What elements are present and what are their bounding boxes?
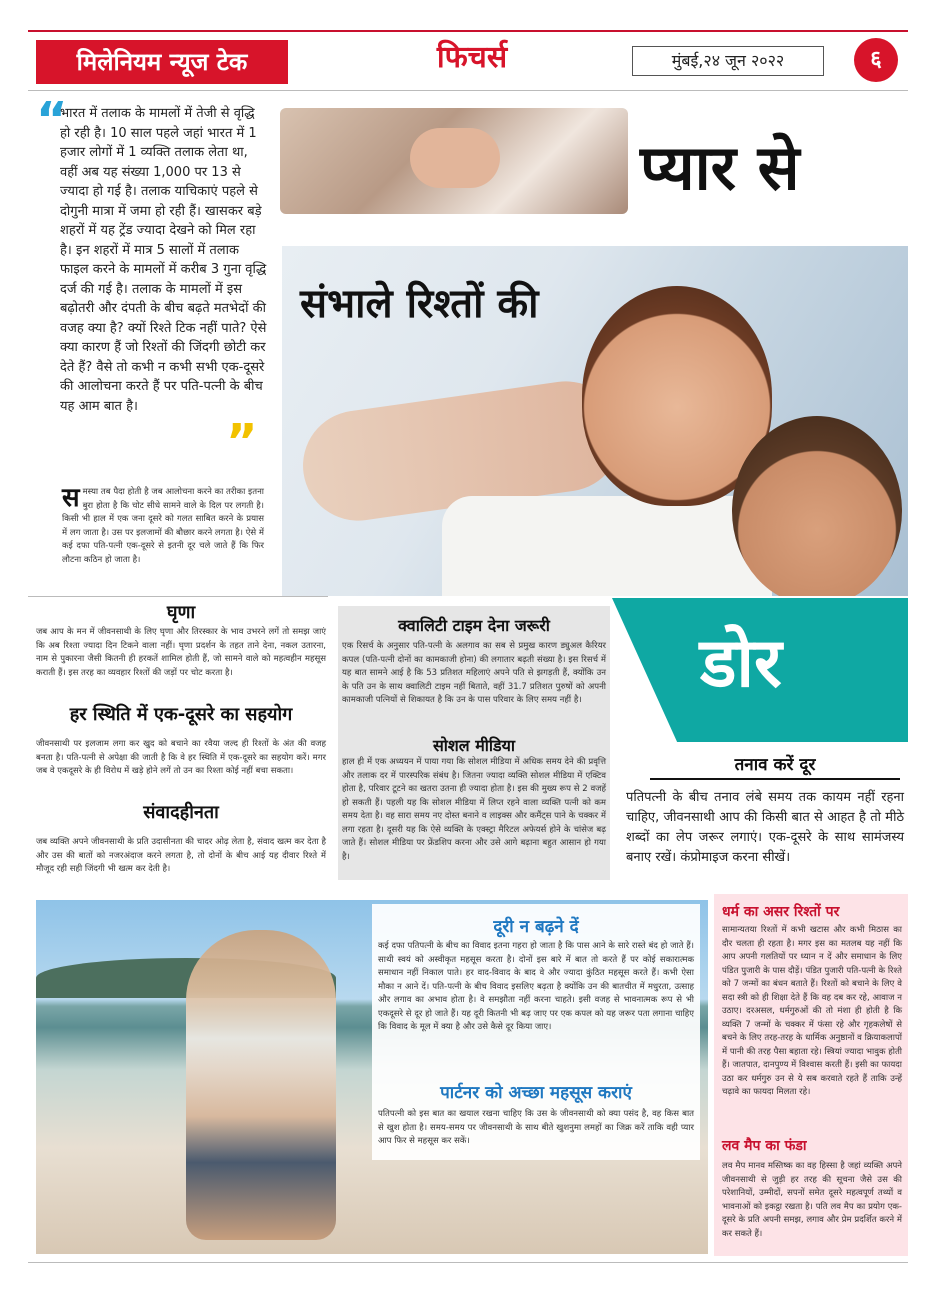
text-ghrina: जब आप के मन में जीवनसाथी के लिए घृणा और तिरस्कार के भाव उभरने लगें तो समझ जाएं कि अब रिश्ता ज्यादा दिन टिकने वाला नहीं। घृणा प्रदर्शन के तहत ताने देना, नकल उतारना, नाम से पुकारना जैसी कितनी ही हरकतें शामिल होती हैं, जो सामने वाले को महत्वहीन महसूस कराती हैं। इस तरह का व्यवहार रिश्तों की जड़ों पर चोट करता है। — [36, 627, 326, 678]
text-social-media: हाल ही में एक अध्ययन में पाया गया कि सोशल मीडिया में अधिक समय देने की प्रवृत्ति और तलाक दर में पारस्परिक संबंध है। जितना ज्यादा व्यक्ति सोशल मीडिया में एक्टिव होता है, परिवार टूटने का खतरा उतना ही ज्यादा होता है। इस की मुख्य रूप से 2 वजहें हो सकती हैं। पहली यह कि सोशल मीडिया में लिप्त रहने वाला व्यक्ति पत्नी को कम समय देता है। वह सारा समय नए दोस्त बनाने व लाइक्स और कमैंट्स पाने के चक्कर में लगा रहता है। दूसरी यह कि ऐसे व्यक्ति के एक्स्ट्रा मैरिटल अफेयर्स होने के चांसेज बढ़ जाते हैं। सोशल मीडिया पर फ्रेंडशिप करना और उसे आगे बढ़ाना बहुत आसान हो गया है। — [342, 757, 606, 862]
page-number: ६ — [854, 38, 898, 82]
heading-social-media: सोशल मीडिया — [432, 736, 516, 755]
left-intro-paragraph — [62, 483, 264, 567]
heading-sahyog: हर स्थिति में एक-दूसरे का सहयोग — [69, 704, 293, 725]
couple-piggyback-shape — [186, 930, 336, 1240]
footer-rule — [28, 1262, 908, 1263]
text-dharm: सामान्यतया रिश्तों में कभी खटास और कभी मिठास का दौर चलता ही रहता है। मगर इस का मतलब यह नहीं कि आप अपनी गलतियों पर ध्यान न दें और समाधान के लिए पंडित पुजारी के पास दौड़ें। पंडित पुजारी पति-पत्नी के रिश्ते को 7 जन्मों का बंधन बताते हैं। रिश्तों को बचाने के लिए वे सदा स्त्री को ही शिक्षा देते हैं कि वह दब कर रहे, आवाज न उठाए। दरअसल, धर्मगुरुओं की तो मंशा ही होती है कि व्यक्ति 7 जन्मों के चक्कर में फंसा रहे और गृहकलेषों से बचने के लिए तरह-तरह के धार्मिक अनुष्ठानों व क्रियाकलापों में पानी की तरह पैसा बहाता रहे। स्त्रियां ज्यादा भावुक होती हैं। जातपात, दानपुण्य में विश्वास करती हैं। इसी का फायदा उठा कर धर्मगुरु उन से ये सब करवाते रहते हैं ताकि उन्हें चढ़ावे का फायदा मिलता रहे। — [722, 925, 902, 1097]
intro-text: भारत में तलाक के मामलों में तेजी से वृद्धि हो रही है। 10 साल पहले जहां भारत में 1 हजार लोगों में 1 व्यक्ति तलाक लेता था, वहीं अब यह संख्या 1,000 पर 13 से ज्यादा हो गई है। तलाक याचिकाएं पहले से दोगुनी मात्रा में जमा हो रही हैं। खासकर बड़े शहरों में यह ट्रेंड ज्यादा देखने को मिल रहा है। इन शहरों में मात्र 5 सालों में तलाक फाइल करने के मामलों में करीब 3 गुना वृद्धि दर्ज की गई है। तलाक के मामलों में इस बढ़ोतरी और दंपती के बीच बढ़ते मतभेदों की वजह क्या है? क्यों रिश्ते टिक नहीं पाते? ऐसे क्या कारण हैं जो रिश्तों की जिंदगी छोटी कर देते हैं? वैसे तो कभी न कभी सभी एक-दूसरे की आलोचना करते हैं पर पति-पत्नी के बीच यह आम बात है। — [60, 106, 267, 414]
text-partner: पतिपत्नी को इस बात का खयाल रखना चाहिए कि उस के जीवनसाथी को क्या पसंद है, वह किस बात से खुश होता है। समय-समय पर जीवनसाथी के साथ बीते खुशनुमा लमहों का जिक्र करें ताकि वही प्यार आप फिर से महसूस कर सकें। — [378, 1109, 694, 1146]
header-bottom-rule — [28, 90, 908, 91]
text-doori: कई दफा पतिपत्नी के बीच का विवाद इतना गहरा हो जाता है कि पास आने के सारे रास्ते बंद हो जाते हैं। साथी स्वयं को अस्वीकृत महसूस करता है। दोनों इस बारे में बात तो करते हैं पर कोई सकारात्मक समाधान नहीं निकाल पाते। हर वाद-विवाद के बाद वे और ज्यादा कुंठित महसूस करते हैं। कभी ऐसा मौका न आने दें। पति-पत्नी के बीच विवाद इसलिए बढ़ता है क्योंकि उन की बातचीत में मधुरता, उत्साह और लगाव का अभाव होता है। वे समझौता नहीं करना चाहते। इसी वजह से भावनात्मक रूप से भी एकदूसरे से दूर हो जाते हैं। यह दूरी कितनी भी बढ़ जाए पर एक कपल को यह जरूर पता लगाना चाहिए कि विवाद के मूल में क्या है और उसे कैसे दूर किया जाए। — [378, 941, 694, 1032]
heading-love-map: लव मैप का फंडा — [722, 1138, 807, 1154]
heading-quality-time: क्वालिटी टाइम देना जरूरी — [398, 616, 550, 635]
dropcap: स — [62, 483, 80, 513]
shirt-shape — [442, 496, 772, 596]
header-rule — [28, 30, 908, 32]
tanav-rule — [650, 778, 900, 780]
left-section-rule — [28, 596, 328, 597]
hands-shape — [410, 128, 500, 188]
quote-open-icon: “ — [36, 92, 68, 148]
text-quality-time: एक रिसर्च के अनुसार पति-पत्नी के अलगाव का सब से प्रमुख कारण ड्युअल कैरियर कपल (पति-पत्नी दोनों का कामकाजी होना) की लगातार बढ़ती संख्या है। इस रिसर्च में यह बात सामने आई है कि 53 प्रतिशत महिलाएं अपने पति से झगड़ती हैं, क्योंकि उन के पति उन के साथ क्वालिटी टाइम नहीं बिताते, वहीं 31.7 प्रतिशत पुरुषों को अपनी कामकाजी पत्नियों से शिकायत है कि उन के पास परिवार के लिए समय नहीं है। — [342, 641, 606, 705]
section-title: फिचर्स — [436, 40, 508, 75]
quote-close-icon: ” — [226, 414, 258, 470]
title-line-2: संभाले रिश्तों की — [300, 281, 539, 327]
heading-doori: दूरी न बढ़ने दें — [493, 917, 579, 937]
title-line-3: डोर — [700, 624, 782, 703]
brand-banner: मिलेनियम न्यूज टेक — [36, 40, 288, 84]
left-intro-text: मस्या तब पैदा होती है जब आलोचना करने का तरीका इतना बुरा होता है कि चोट सीधे सामने वाले के दिल पर लगती है। किसी भी हाल में एक जना दूसरे को गलत साबित करने के प्रयास में लग जाता है। उस पर इलजामों की बौछार करने लगता है। ऐसे में कई दफा पति-पत्नी एक-दूसरे से इतनी दूर चले जाते हैं कि फिर लौटना कठिन हो जाता है। — [62, 487, 264, 565]
heading-partner: पार्टनर को अच्छा महसूस कराएं — [440, 1083, 632, 1103]
man-shape — [732, 416, 902, 596]
text-love-map: लव मैप मानव मस्तिष्क का वह हिस्सा है जहां व्यक्ति अपने जीवनसाथी से जुड़ी हर तरह की सूचना जैसे उस की परेशानियों, उम्मीदों, सपनों समेत दूसरे महत्वपूर्ण तथ्यों व भावनाओं को इकट्ठा रखता है। पति लव मैप का प्रयोग एक-दूसरे के प्रति अपनी समझ, लगाव और प्रेम प्रदर्शित करने में कर सकते हैं। — [722, 1161, 902, 1239]
text-tanav: पतिपत्नी के बीच तनाव लंबे समय तक कायम नहीं रहना चाहिए, जीवनसाथी आप की किसी बात से आहत है तो मीठे शब्दों का लेप जरूर लगाएं। एक-दूसरे के साथ सामंजस्य बनाए रखें। कंप्रोमाइज करना सीखें। — [626, 790, 904, 865]
heading-samvad: संवादहीनता — [143, 802, 219, 823]
text-sahyog: जीवनसाथी पर इलजाम लगा कर खुद को बचाने का रवैया जल्द ही रिश्तों के अंत की वजह बनता है। पति-पत्नी से अपेक्षा की जाती है कि वे हर स्थिति में एक-दूसरे का सहयोग करें। मगर जब वे एकदूसरे के ही विरोध में खड़े होने लगें तो उन का रिश्ता कोई नहीं बचा सकता। — [36, 739, 326, 776]
hands-image — [280, 108, 628, 214]
dateline: मुंबई,२४ जून २०२२ — [632, 46, 824, 76]
heading-ghrina: घृणा — [166, 602, 196, 623]
heading-dharm: धर्म का असर रिश्तों पर — [722, 904, 840, 920]
title-line-1: प्यार से — [640, 131, 800, 204]
heading-tanav: तनाव करें दूर — [734, 755, 816, 775]
text-samvad: जब व्यक्ति अपने जीवनसाथी के प्रति उदासीनता की चादर ओढ़ लेता है, संवाद खत्म कर देता है और उस की बातों को नजरअंदाज करने लगता है, तो दोनों के बीच आई यह दीवार रिश्ते में मौजूद रही सही जिंदगी भी खत्म कर देती है। — [36, 837, 326, 874]
